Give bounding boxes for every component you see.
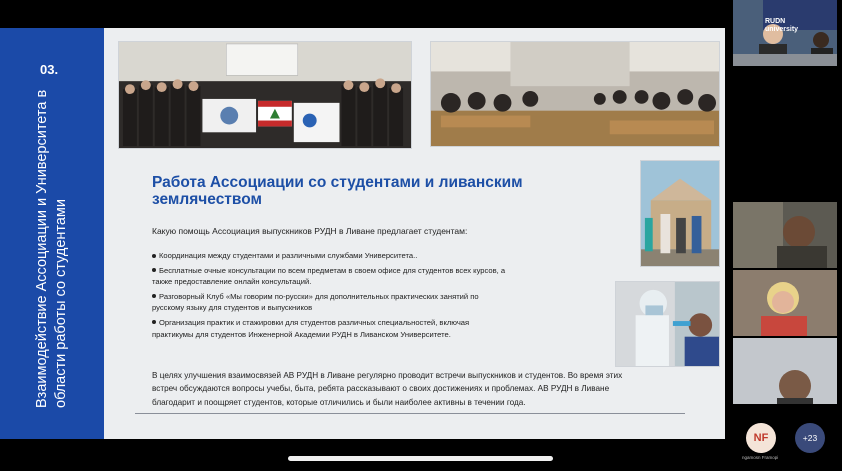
group-photo-flags [118,41,412,149]
slide-intro: Какую помощь Ассоциация выпускников РУДН в Ливане предлагает студентам: [152,226,468,236]
bullet-text: Координация между студентами и различными службами Университета.. [159,251,418,260]
slide-heading: Работа Ассоциации со студентами и ливанским землячеством [152,174,523,208]
participant-avatar[interactable]: NF [746,423,776,453]
bullet-list [152,250,512,343]
participant-video-tile[interactable] [733,202,837,268]
tent-photo [640,160,720,267]
bullet-text: Разговорный Клуб «Мы говорим по-русски» для дополнительных практических занятий по русскому языку для студентов и выпускников [152,291,479,313]
bullet-text: Бесплатные очные консультации по всем предметам в своем офисе для студентов всех курсов, а также предоставление онлайн консультаций. [152,265,506,287]
participant-avatar-name: ngamosn Framopi [742,455,779,460]
side-title-wrap [4,48,100,408]
participant-video-tile[interactable] [733,338,837,404]
slide-paragraph: В целях улучшения взаимосвязей АВ РУДН в Ливане регулярно проводит встречи выпускников и студентов. Во время этих встреч обсуждаются вопросы учебы, быта, ребята рассказывают о своих достижениях и проблемах. АВ РУДН в Ливане благодарит и поощряет студентов, которые отличились и были наиболее активны в течении года. [152,371,623,407]
bullet-dot-icon [152,268,156,272]
side-title: Взаимодействие Ассоциации и Университета в области работы со студентами [34,89,69,408]
bullet-dot-icon [152,254,156,258]
home-indicator[interactable] [288,456,553,461]
rudn-banner-text: RUDN university [765,18,799,33]
presentation-slide [0,28,725,439]
bullet-dot-icon [152,294,156,298]
participant-video-tile[interactable] [733,270,837,336]
slide-sidebar [0,28,104,439]
slide-divider [135,413,685,414]
bullet-item [152,250,512,262]
bullet-item [152,265,512,288]
classroom-photo [430,41,720,147]
medical-photo [615,281,720,367]
bullet-item [152,317,512,340]
bullet-item [152,291,512,314]
slide-number: 03. [40,62,59,77]
more-participants-button[interactable]: +23 [795,423,825,453]
bullet-dot-icon [152,320,156,324]
bullet-text: Организация практик и стажировки для студентов различных специальностей, включая практикумы для студентов Инженерной Академии РУДН в Ливанском Университете. [152,317,470,339]
